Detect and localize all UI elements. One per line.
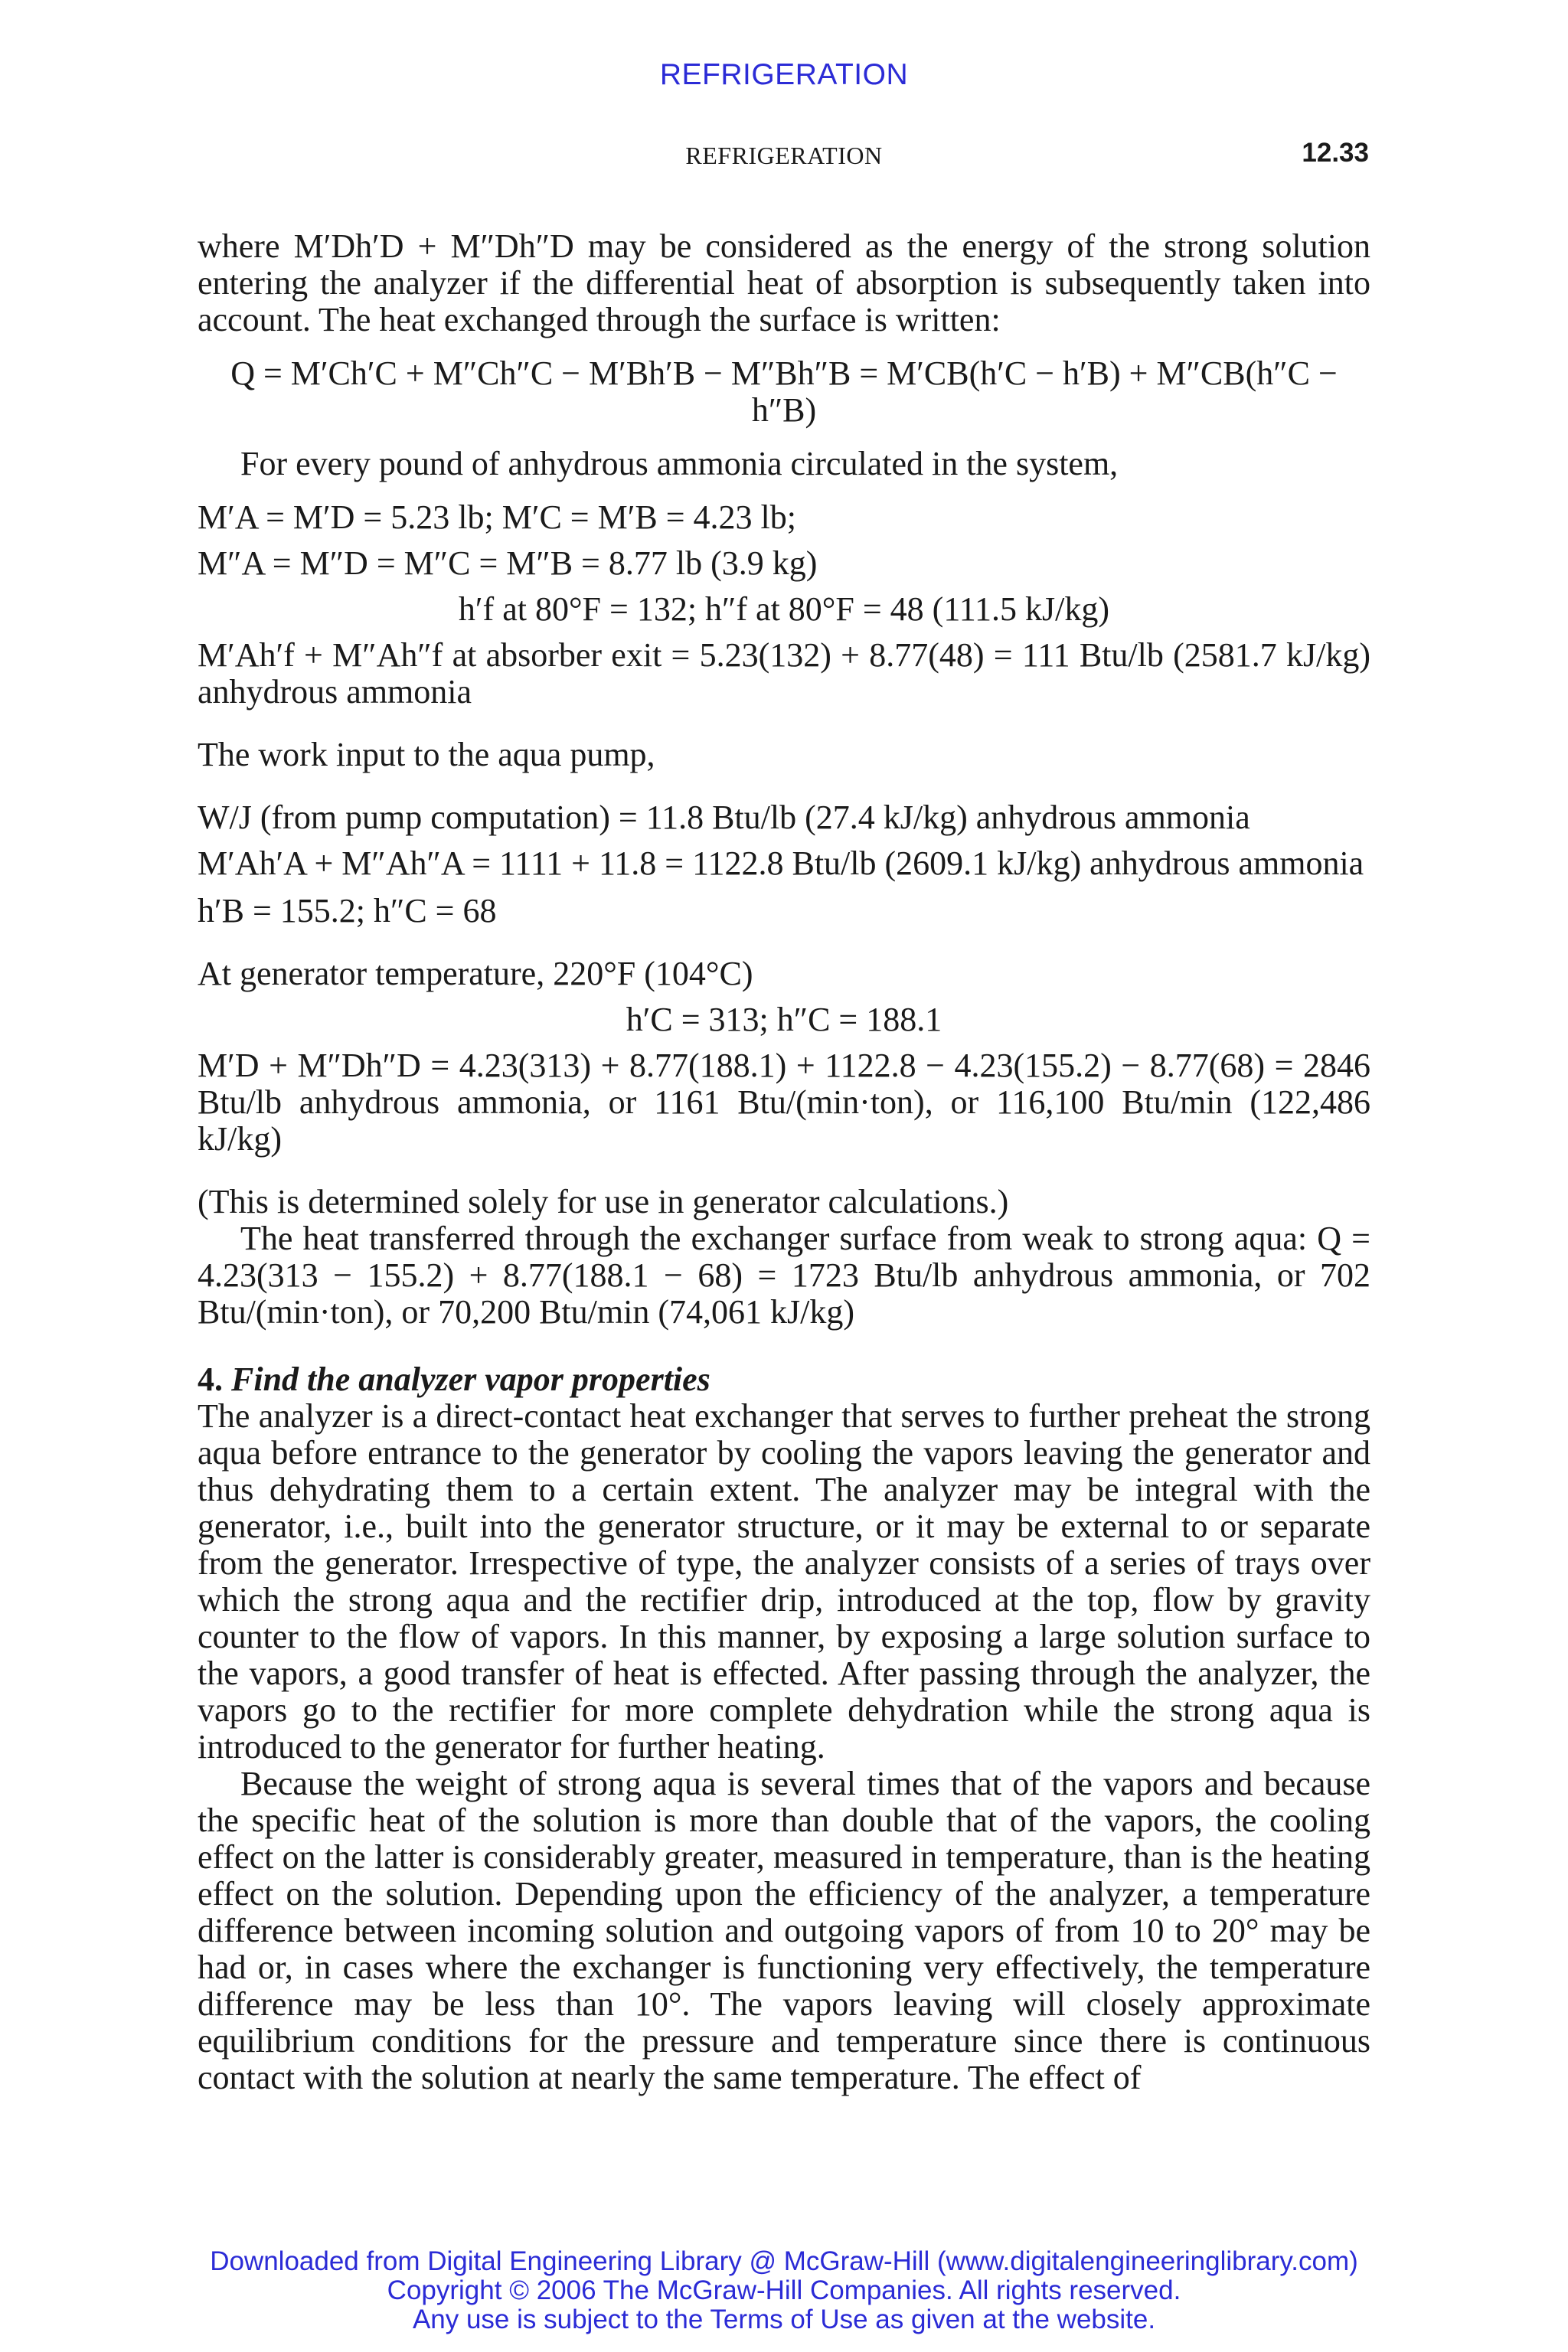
download-footer	[0, 2247, 1568, 2334]
mass-line-1: M′A = M′D = 5.23 lb; M′C = M′B = 4.23 lb;	[198, 498, 796, 536]
heat-exchange-equation: Q = M′Ch′C + M″Ch″C − M′Bh′B − M″Bh″B = M′CB(h′C − h′B) + M″CB(h″C − h″B)	[230, 354, 1338, 429]
step-number: 4.	[198, 1361, 223, 1398]
mass-line-2: M″A = M″D = M″C = M″B = 8.77 lb (3.9 kg)	[198, 544, 818, 582]
generator-temperature-paragraph: At generator temperature, 220°F (104°C)	[198, 955, 753, 992]
enthalpy-line: h′f at 80°F = 132; h″f at 80°F = 48 (111.5 kJ/kg)	[458, 590, 1110, 628]
enthalpy-values-line: h′B = 155.2; h″C = 68	[198, 892, 497, 929]
analyzer-paragraph: The analyzer is a direct-contact heat exchanger that serves to further preheat the strong aqua before entrance to the generator by cooling the vapors leaving the generator and thus dehydrating them to a certain extent. The analyzer may be integral with the generator, i.e., built into the generator structure, or it may be external to or separate from the generator. Irrespective of type, the analyzer consists of a series of trays over which the strong aqua and the rectifier drip, introduced at the top, flow by gravity counter to the flow of vapors. In this manner, by exposing a large solution surface to the vapors, a good transfer of heat is effected. After passing through the analyzer, the vapors go to the rectifier for more complete dehydration while the strong aqua is introduced to the generator for further heating.	[198, 1397, 1370, 1766]
absorber-exit-line: M′Ah′f + M″Ah″f at absorber exit = 5.23(132) + 8.77(48) = 111 Btu/lb (2581.7 kJ/kg) anhydrous ammonia	[198, 636, 1370, 710]
generator-energy-line: M′D + M″Dh″D = 4.23(313) + 8.77(188.1) + 1122.8 − 4.23(155.2) − 8.77(68) = 2846 Btu/lb anhydrous ammonia, or 1161 Btu/(min·ton), or 116,100 Btu/min (122,486 kJ/kg)	[198, 1047, 1370, 1158]
running-head: REFRIGERATION	[685, 142, 883, 169]
exchanger-heat-paragraph: The heat transferred through the exchanger surface from weak to strong aqua: Q = 4.23(313 − 155.2) + 8.77(188.1 − 68) = 1723 Btu/lb anhydrous ammonia, or 702 Btu/(min·ton), or 70,200 Btu/min (74,061 kJ/kg)	[198, 1220, 1370, 1331]
intro-paragraph: where M′Dh′D + M″Dh″D may be considered as the energy of the strong solution entering the analyzer if the differential heat of absorption is subsequently taken into account. The heat exchanged through the surface is written:	[198, 227, 1370, 338]
because-paragraph: Because the weight of strong aqua is several times that of the vapors and because the specific heat of the solution is more than double that of the vapors, the cooling effect on the latter is considerably greater, measured in temperature, than is the heating effect on the solution. Depending upon the efficiency of the analyzer, a temperature difference between incoming solution and outgoing vapors of from 10 to 20° may be had or, in cases where the exchanger is functioning very effectively, the temperature difference may be less than 10°. The vapors leaving will closely approximate equilibrium conditions for the pressure and temperature since there is continuous contact with the solution at nearly the same temperature. The effect of	[198, 1765, 1370, 2096]
pump-enthalpy-line: M′Ah′A + M″Ah″A = 1111 + 11.8 = 1122.8 Btu/lb (2609.1 kJ/kg) anhydrous ammonia	[198, 844, 1364, 882]
footer-terms-line[interactable]: Any use is subject to the Terms of Use as given at the website.	[412, 2305, 1156, 2334]
page-number: 12.33	[1302, 138, 1369, 168]
per-pound-paragraph: For every pound of anhydrous ammonia circulated in the system,	[240, 445, 1119, 482]
determined-note: (This is determined solely for use in generator calculations.)	[198, 1183, 1009, 1220]
footer-download-line[interactable]: Downloaded from Digital Engineering Library @ McGraw-Hill (www.digitalengineeringlibrary.com)	[210, 2246, 1358, 2276]
generator-enthalpy-line: h′C = 313; h″C = 188.1	[626, 1001, 942, 1038]
step-title: Find the analyzer vapor properties	[231, 1361, 710, 1398]
work-input-paragraph: The work input to the aqua pump,	[198, 736, 655, 773]
page-body	[198, 228, 1370, 2096]
footer-copyright-line: Copyright © 2006 The McGraw-Hill Companies. All rights reserved.	[387, 2275, 1181, 2305]
step-heading	[198, 1361, 1370, 1398]
pump-work-line: W/J (from pump computation) = 11.8 Btu/lb (27.4 kJ/kg) anhydrous ammonia	[198, 799, 1250, 836]
document-source-header: REFRIGERATION	[659, 58, 909, 91]
